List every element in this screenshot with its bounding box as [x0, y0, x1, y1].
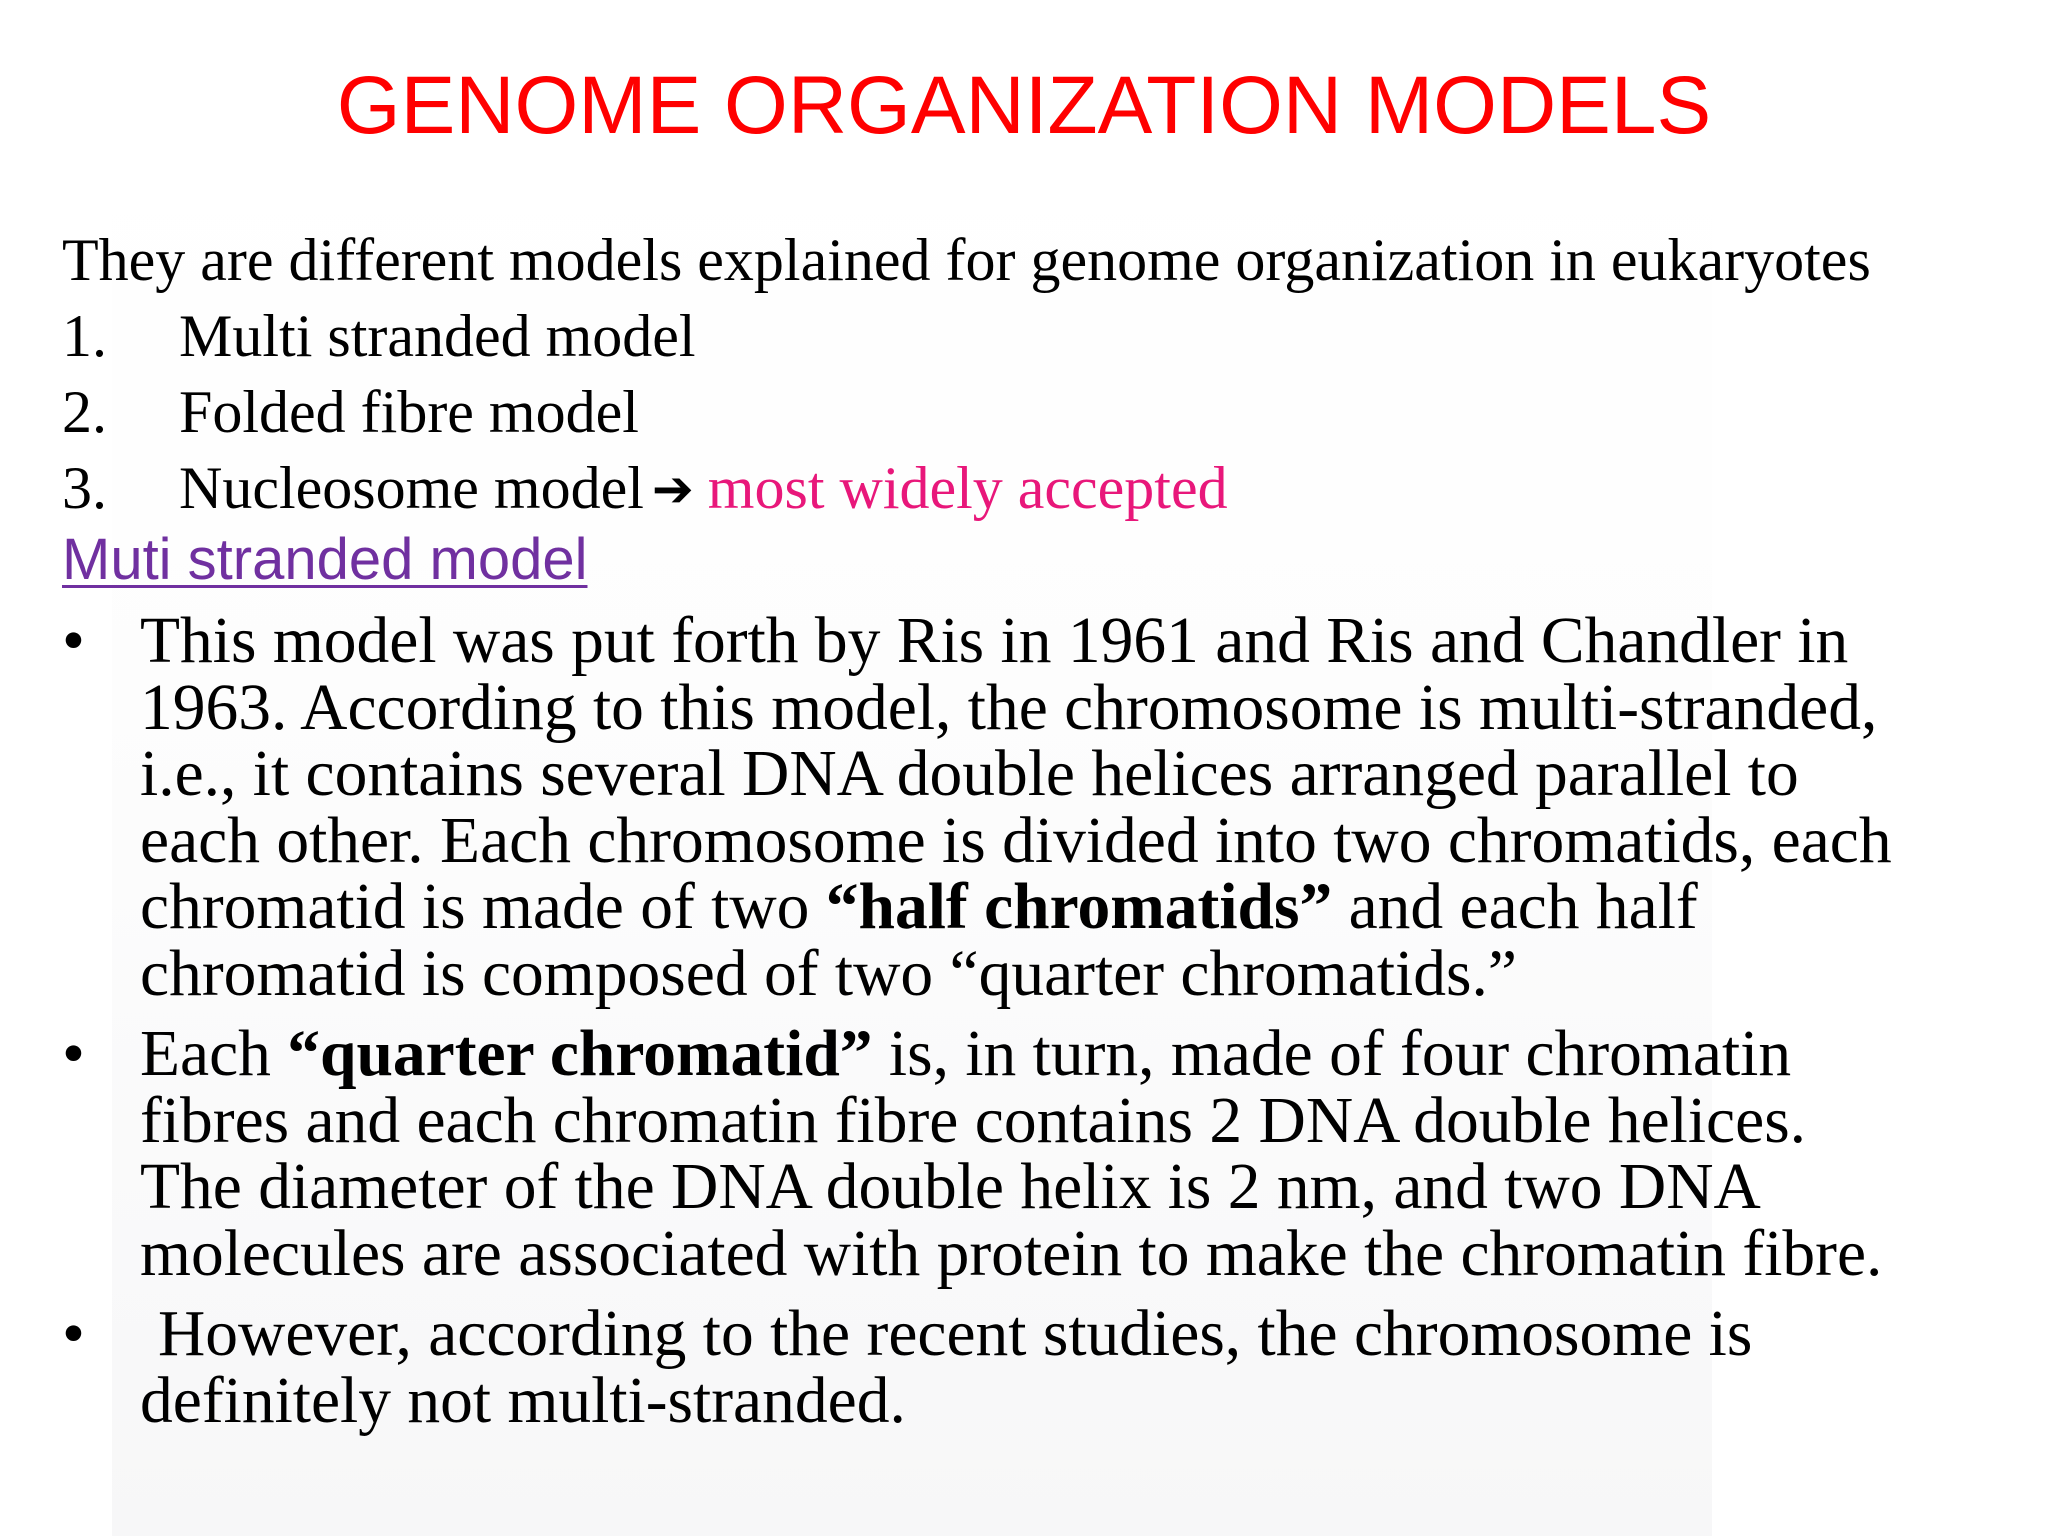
bullet-marker: •	[62, 1298, 85, 1370]
list-item-label: Nucleosome model	[179, 455, 644, 521]
right-arrow-icon: ➔	[651, 460, 694, 518]
bullet-line: each other. Each chromosome is divided into two chromatids, each	[140, 804, 1892, 877]
bullet-line: fibres and each chromatin fibre contains 2 DNA double helices.	[140, 1084, 1807, 1157]
bullet-line	[140, 1018, 2002, 1090]
bullet-text: is, in turn, made of four chromatin	[872, 1018, 1792, 1090]
slide-title: GENOME ORGANIZATION MODELS	[336, 60, 1712, 151]
bullet-line: i.e., it contains several DNA double helices arranged parallel to	[140, 738, 1799, 810]
bullet-list	[62, 605, 2002, 1448]
bold-term: “quarter chromatid”	[287, 1018, 873, 1090]
bullet-line	[140, 871, 2002, 943]
accepted-note: most widely accepted	[707, 455, 1228, 521]
intro-text: They are different models explained for genome organization in eukaryotes	[62, 227, 1871, 293]
bullet-marker: •	[62, 1018, 85, 1090]
list-number: 3.	[62, 455, 107, 521]
list-item-label: Folded fibre model	[179, 379, 639, 445]
bullet-line: chromatid is composed of two “quarter chromatids.”	[140, 937, 1517, 1010]
list-number: 1.	[62, 303, 107, 369]
list-item-label: Multi stranded model	[179, 303, 696, 369]
bold-term: “half chromatids”	[825, 871, 1333, 943]
bullet-marker: •	[62, 605, 85, 677]
bullet-line: molecules are associated with protein to make the chromatin fibre.	[140, 1217, 1883, 1290]
bullet-text: Each	[140, 1018, 288, 1090]
bullet-line: This model was put forth by Ris in 1961 and Ris and Chandler in	[140, 605, 1849, 677]
bullet-item	[62, 605, 2002, 1010]
bullet-line: definitely not multi-stranded.	[140, 1364, 906, 1437]
list-item-content	[179, 450, 1228, 527]
bullet-item	[62, 1298, 2002, 1437]
bullet-line: 1963. According to this model, the chromosome is multi-stranded,	[140, 671, 1878, 744]
bullet-line: However, according to the recent studies, the chromosome is	[158, 1298, 1753, 1370]
bullet-item	[62, 1018, 2002, 1290]
bullet-text: and each half	[1332, 871, 1698, 943]
bullet-text: chromatid is made of two	[140, 871, 826, 943]
list-number: 2.	[62, 379, 107, 445]
section-heading-link[interactable]: Muti stranded model	[62, 527, 588, 592]
bullet-line: The diameter of the DNA double helix is 2 nm, and two DNA	[140, 1151, 1761, 1223]
